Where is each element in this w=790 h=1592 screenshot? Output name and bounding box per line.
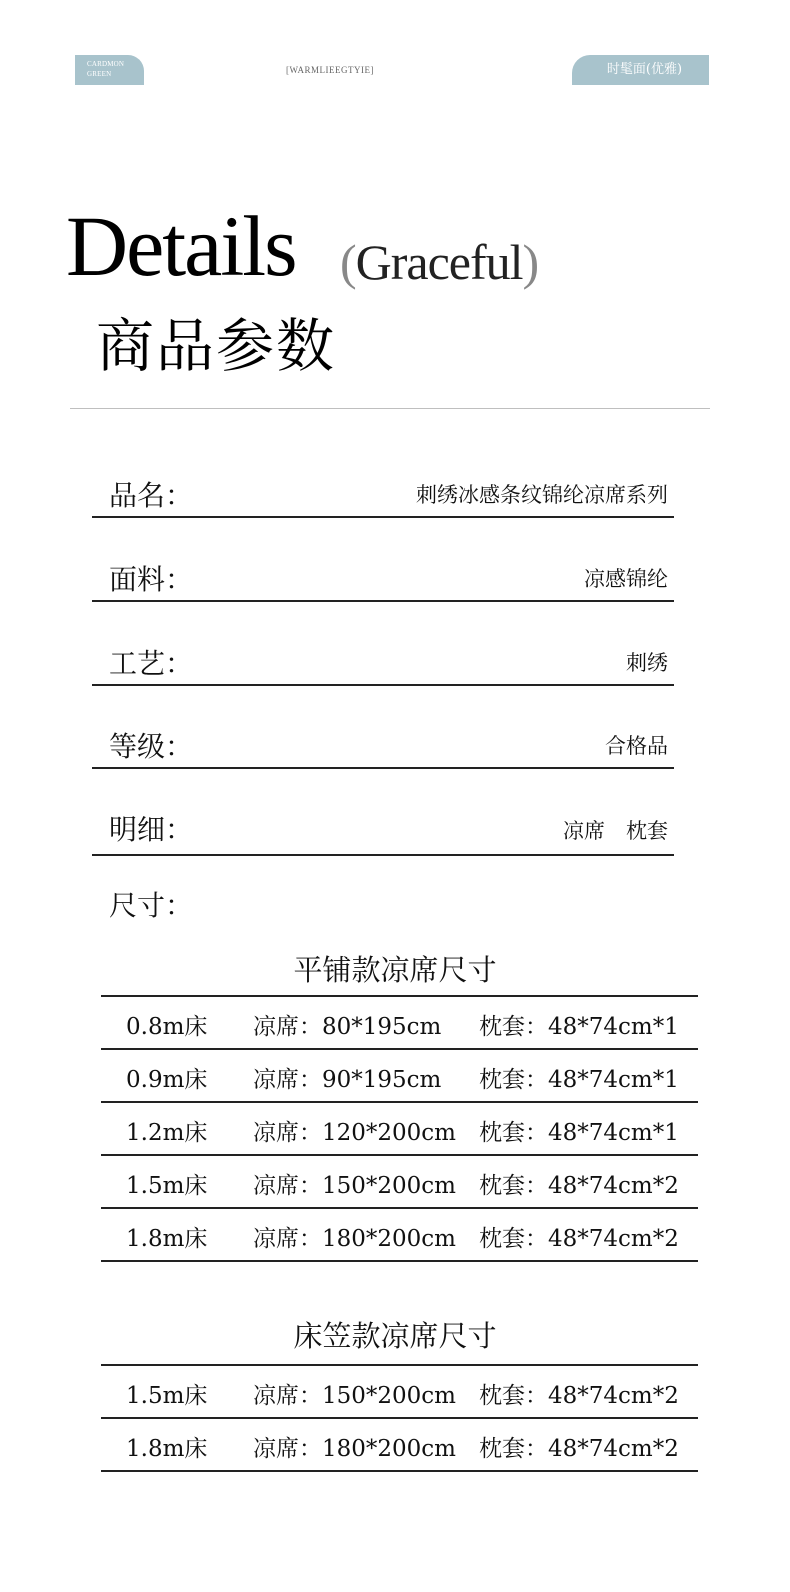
- bed-size: 1.2m床: [126, 1120, 208, 1146]
- mat-size: 凉席：150*200cm: [253, 1173, 456, 1199]
- spec-row-craft: [92, 634, 674, 686]
- mat-size: 凉席：180*200cm: [253, 1226, 456, 1252]
- table-row: [101, 1419, 698, 1472]
- page-title-cn: 商品参数: [96, 312, 337, 380]
- spec-value: 凉感锦纶: [584, 567, 668, 591]
- title-divider: [70, 408, 710, 409]
- table-row: [101, 997, 698, 1050]
- pillow-size: 枕套：48*74cm*2: [479, 1436, 679, 1462]
- mat-size: 凉席：90*195cm: [253, 1067, 442, 1093]
- bed-size: 0.8m床: [126, 1014, 208, 1040]
- title-sub-text: Graceful: [355, 234, 523, 290]
- flat-table-title: 平铺款凉席尺寸: [293, 953, 497, 987]
- spec-label: 工艺：: [109, 647, 194, 680]
- table-row: [101, 1366, 698, 1419]
- title-sub-open-paren: (: [340, 234, 356, 290]
- spec-value: 刺绣: [626, 651, 668, 675]
- title-sub-close-paren: ): [522, 234, 539, 290]
- bed-size: 1.5m床: [126, 1383, 208, 1409]
- pillow-size: 枕套：48*74cm*2: [479, 1226, 679, 1252]
- bed-size: 1.8m床: [126, 1436, 208, 1462]
- table-row: [101, 1209, 698, 1262]
- spec-value: 合格品: [605, 734, 668, 758]
- bed-size: 1.5m床: [126, 1173, 208, 1199]
- title-main: Details: [66, 198, 296, 294]
- table-row: [101, 1156, 698, 1209]
- brand-line-2: GREEN: [87, 70, 112, 78]
- spec-row-fabric: [92, 550, 674, 602]
- size-label: 尺寸：: [109, 889, 194, 922]
- mat-size: 凉席：150*200cm: [253, 1383, 456, 1409]
- mat-size: 凉席：180*200cm: [253, 1436, 456, 1462]
- style-badge: 时髦面(优雅): [572, 55, 709, 85]
- bed-size: 0.9m床: [126, 1067, 208, 1093]
- pillow-size: 枕套：48*74cm*2: [479, 1383, 679, 1409]
- table-row: [101, 1103, 698, 1156]
- flat-size-table: [101, 995, 698, 1262]
- spec-value: 凉席 枕套: [563, 819, 668, 843]
- fitted-size-table: [101, 1364, 698, 1472]
- pillow-size: 枕套：48*74cm*1: [479, 1120, 679, 1146]
- table-row: [101, 1050, 698, 1103]
- pillow-size: 枕套：48*74cm*1: [479, 1067, 679, 1093]
- spec-label: 明细：: [109, 813, 194, 846]
- fitted-table-title: 床笠款凉席尺寸: [293, 1319, 497, 1353]
- bed-size: 1.8m床: [126, 1226, 208, 1252]
- brand-line-1: CARDMON: [87, 60, 125, 68]
- pillow-size: 枕套：48*74cm*1: [479, 1014, 679, 1040]
- title-sub: [340, 232, 538, 292]
- tagline: [WARMLIEEGTYIE]: [286, 65, 374, 75]
- spec-label: 品名：: [109, 479, 194, 512]
- spec-row-name: [92, 466, 674, 518]
- brand-badge: [75, 55, 144, 85]
- spec-label: 面料：: [109, 563, 194, 596]
- mat-size: 凉席：120*200cm: [253, 1120, 456, 1146]
- spec-value: 刺绣冰感条纹锦纶凉席系列: [416, 483, 668, 507]
- spec-label: 等级：: [109, 730, 194, 763]
- pillow-size: 枕套：48*74cm*2: [479, 1173, 679, 1199]
- spec-row-contents: [92, 800, 674, 856]
- mat-size: 凉席：80*195cm: [253, 1014, 442, 1040]
- spec-row-grade: [92, 717, 674, 769]
